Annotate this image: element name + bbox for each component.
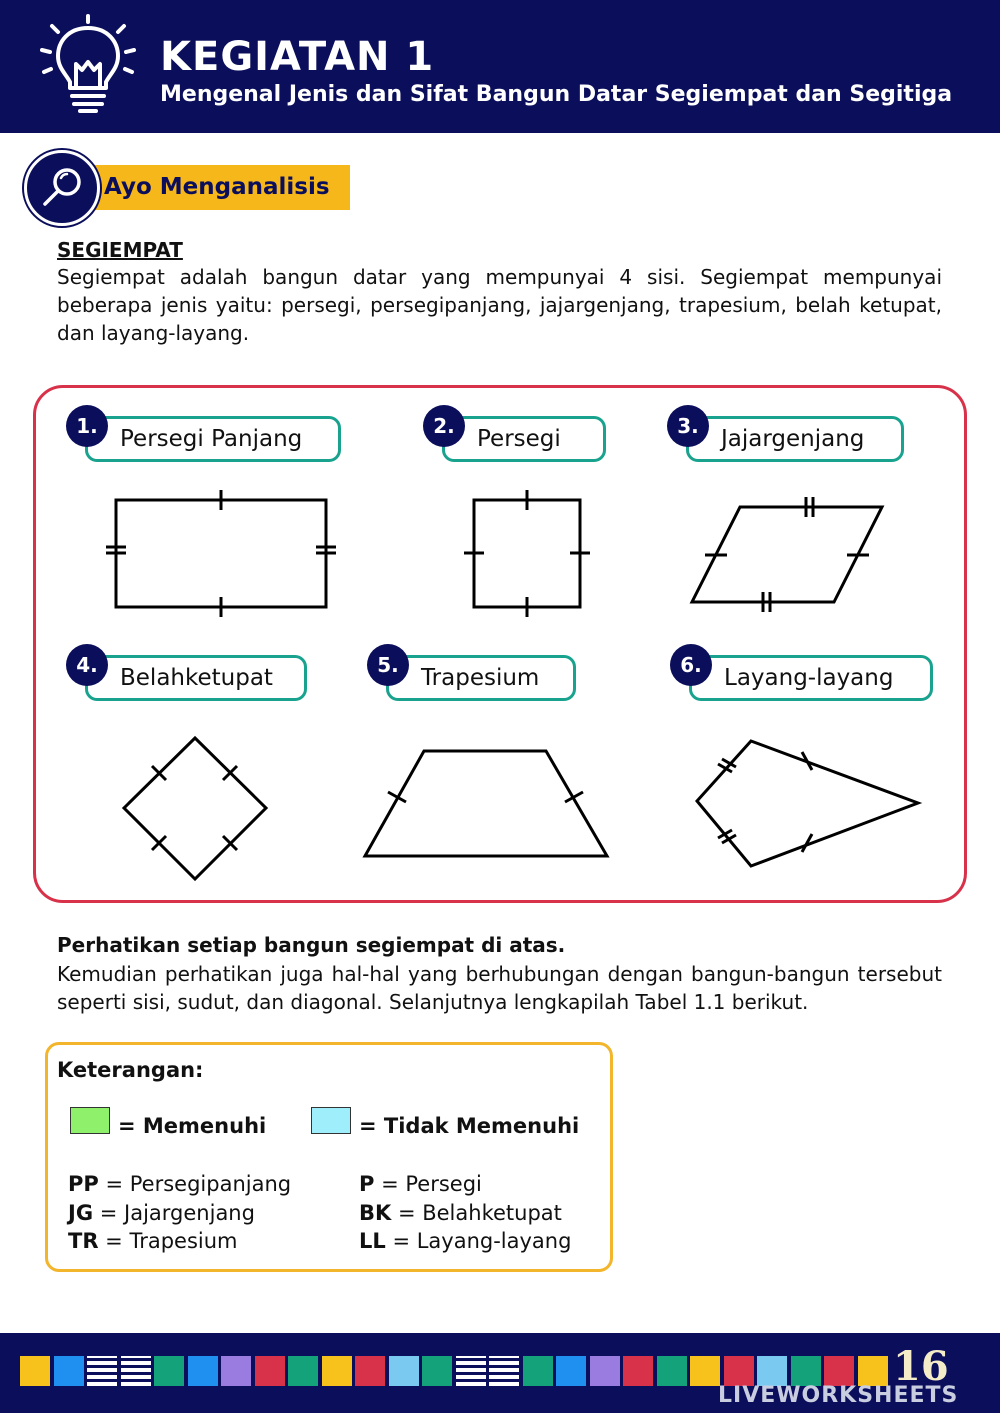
instruction-heading: Perhatikan setiap bangun segiempat di atas.	[57, 933, 566, 957]
footer-tile	[288, 1356, 318, 1386]
abbr-code: TR	[68, 1229, 99, 1253]
legend-title: Keterangan:	[57, 1058, 204, 1082]
shape-label-persegi: Persegi	[442, 416, 606, 462]
footer-tile	[422, 1356, 452, 1386]
shape-number-3: 3.	[667, 405, 709, 447]
abbr-ll: LL = Layang-layang	[359, 1229, 572, 1253]
page-subtitle: Mengenal Jenis dan Sifat Bangun Datar Segiempat dan Segitiga	[160, 82, 953, 107]
abbr-pp: PP = Persegipanjang	[68, 1172, 292, 1196]
footer-tile	[389, 1356, 419, 1386]
abbr-meaning: Jajargenjang	[124, 1201, 255, 1225]
section-title-segiempat: SEGIEMPAT	[57, 238, 183, 262]
footer-tile	[456, 1356, 486, 1386]
footer-tile	[221, 1356, 251, 1386]
legend-tidak-memenuhi: = Tidak Memenuhi	[359, 1114, 580, 1138]
footer-tile	[489, 1356, 519, 1386]
footer-tile	[858, 1356, 888, 1386]
rhombus-shape	[124, 738, 266, 879]
trapezoid-shape	[365, 751, 607, 856]
footer-tile	[154, 1356, 184, 1386]
shape-label-jajargenjang: Jajargenjang	[686, 416, 904, 462]
footer-tile	[54, 1356, 84, 1386]
footer-tile	[121, 1356, 151, 1386]
shape-number-5: 5.	[367, 644, 409, 686]
abbr-code: LL	[359, 1229, 386, 1253]
footer-tile	[690, 1356, 720, 1386]
footer-tile	[590, 1356, 620, 1386]
instruction-paragraph: Kemudian perhatikan juga hal-hal yang berhubungan dengan bangun-bangun tersebut seperti sisi, sudut, dan diagonal. Selanjutnya lengkapilah Tabel 1.1 berikut.	[57, 962, 942, 1014]
page-number: 16	[893, 1343, 949, 1390]
abbr-p: P = Persegi	[359, 1172, 482, 1196]
abbr-code: JG	[68, 1201, 94, 1225]
footer-tile	[355, 1356, 385, 1386]
footer-tile	[322, 1356, 352, 1386]
segiempat-paragraph: Segiempat adalah bangun datar yang mempunyai 4 sisi. Segiempat mempunyai beberapa jenis yaitu: persegi, persegipanjang, jajargenjang, trapesium, belah ketupat, dan layang-layang.	[57, 265, 942, 345]
rectangle-shape	[116, 500, 326, 607]
section-badge-label: Ayo Menganalisis	[92, 165, 350, 210]
abbr-meaning: Trapesium	[129, 1229, 238, 1253]
footer-tile	[757, 1356, 787, 1386]
footer-tile	[623, 1356, 653, 1386]
footer-tile	[523, 1356, 553, 1386]
swatch-tidak-memenuhi	[311, 1107, 351, 1134]
shape-label-persegi-panjang: Persegi Panjang	[85, 416, 341, 462]
square-shape	[474, 500, 580, 607]
footer-tile	[556, 1356, 586, 1386]
abbr-code: PP	[68, 1172, 99, 1196]
footer-tile	[724, 1356, 754, 1386]
abbr-code: P	[359, 1172, 375, 1196]
abbr-meaning: Persegipanjang	[129, 1172, 292, 1196]
footer-tile	[20, 1356, 50, 1386]
shape-label-belahketupat: Belahketupat	[85, 655, 307, 701]
footer-tile	[188, 1356, 218, 1386]
shape-number-1: 1.	[66, 405, 108, 447]
footer-tile	[657, 1356, 687, 1386]
abbr-code: BK	[359, 1201, 392, 1225]
footer-tile	[824, 1356, 854, 1386]
abbr-jg: JG = Jajargenjang	[68, 1201, 255, 1225]
abbr-tr: TR = Trapesium	[68, 1229, 238, 1253]
swatch-memenuhi	[70, 1107, 110, 1134]
abbr-meaning: Layang-layang	[416, 1229, 572, 1253]
shape-label-layang-layang: Layang-layang	[689, 655, 933, 701]
shape-number-2: 2.	[423, 405, 465, 447]
abbr-meaning: Belahketupat	[422, 1201, 562, 1225]
abbr-meaning: Persegi	[405, 1172, 482, 1196]
shape-label-trapesium: Trapesium	[386, 655, 576, 701]
footer-tile	[255, 1356, 285, 1386]
watermark-text: LIVEWORKSHEETS	[718, 1383, 959, 1408]
legend-memenuhi: = Memenuhi	[118, 1114, 267, 1138]
footer-tile	[87, 1356, 117, 1386]
shape-number-6: 6.	[670, 644, 712, 686]
page-title: KEGIATAN 1	[160, 34, 435, 80]
abbr-bk: BK = Belahketupat	[359, 1201, 562, 1225]
footer-tile	[791, 1356, 821, 1386]
shape-number-4: 4.	[66, 644, 108, 686]
